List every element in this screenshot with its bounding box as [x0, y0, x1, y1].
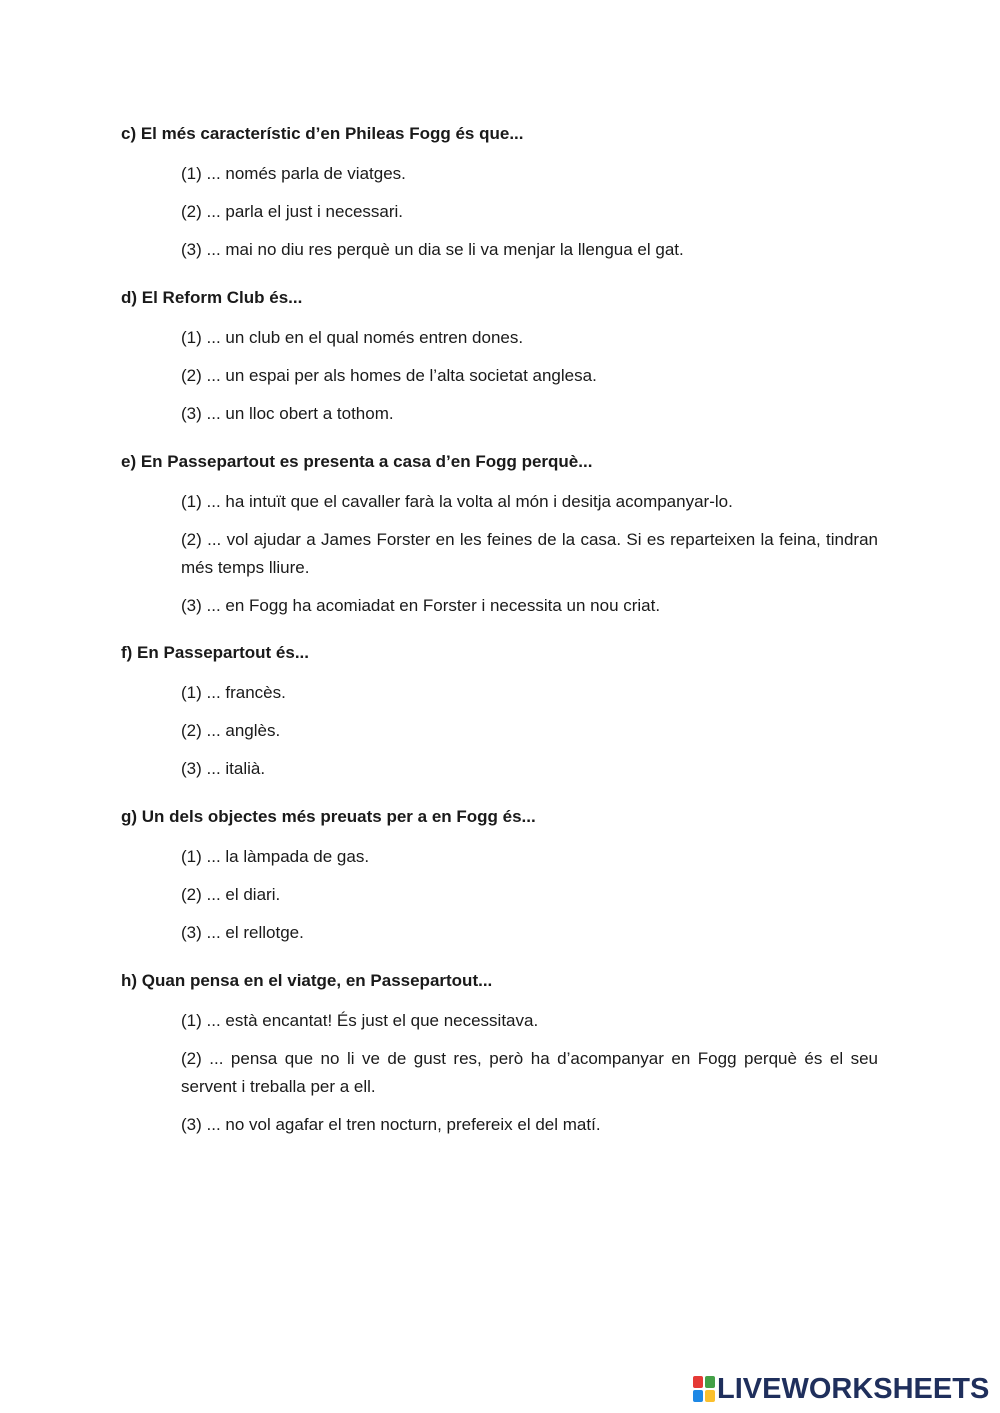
question-g	[121, 806, 881, 957]
question-title: g) Un dels objectes més preuats per a en Fogg és...	[121, 807, 536, 826]
liveworksheets-logo-icon	[693, 1376, 715, 1402]
logo-tile-red	[693, 1376, 703, 1388]
question-title: d) El Reform Club és...	[121, 288, 303, 307]
answer-option[interactable]: (1) ... està encantat! És just el que necessitava.	[181, 1011, 539, 1030]
answer-option[interactable]: (2) ... parla el just i necessari.	[181, 202, 404, 221]
answer-option[interactable]: (3) ... italià.	[181, 759, 266, 778]
answer-option[interactable]: (2) ... anglès.	[181, 721, 281, 740]
question-f	[121, 642, 881, 793]
answer-option[interactable]: (1) ... francès.	[181, 683, 286, 702]
question-h	[121, 970, 881, 1149]
answer-option[interactable]: (2) ... el diari.	[181, 885, 281, 904]
question-e	[121, 451, 881, 630]
logo-tile-blue	[693, 1390, 703, 1402]
answer-option[interactable]: (2) ... pensa que no li ve de gust res, però ha d’acompanyar en Fogg perquè és el seu servent i treballa per a ell.	[181, 1049, 878, 1096]
answer-option[interactable]: (1) ... la làmpada de gas.	[181, 847, 370, 866]
liveworksheets-brand	[693, 1372, 989, 1406]
question-title: c) El més característic d’en Phileas Fogg és que...	[121, 124, 524, 143]
answer-option[interactable]: (3) ... un lloc obert a tothom.	[181, 404, 394, 423]
answer-option[interactable]: (1) ... un club en el qual només entren dones.	[181, 328, 524, 347]
answer-option[interactable]: (3) ... en Fogg ha acomiadat en Forster i necessita un nou criat.	[181, 596, 661, 615]
answer-option[interactable]: (1) ... només parla de viatges.	[181, 164, 406, 183]
brand-name: LIVEWORKSHEETS	[717, 1373, 990, 1405]
question-title: h) Quan pensa en el viatge, en Passepartout...	[121, 971, 493, 990]
logo-tile-green	[705, 1376, 715, 1388]
question-title: e) En Passepartout es presenta a casa d’en Fogg perquè...	[121, 452, 593, 471]
question-title: f) En Passepartout és...	[121, 643, 309, 662]
answer-option[interactable]: (2) ... vol ajudar a James Forster en les feines de la casa. Si es reparteixen la feina, tindran més temps lliure.	[181, 530, 878, 577]
answer-option[interactable]: (3) ... el rellotge.	[181, 923, 304, 942]
answer-option[interactable]: (1) ... ha intuït que el cavaller farà la volta al món i desitja acompanyar-lo.	[181, 492, 733, 511]
question-c	[121, 123, 881, 274]
answer-option[interactable]: (3) ... mai no diu res perquè un dia se li va menjar la llengua el gat.	[181, 240, 684, 259]
answer-option[interactable]: (2) ... un espai per als homes de l’alta societat anglesa.	[181, 366, 597, 385]
answer-option[interactable]: (3) ... no vol agafar el tren nocturn, prefereix el del matí.	[181, 1115, 601, 1134]
question-d	[121, 287, 881, 438]
logo-tile-yellow	[705, 1390, 715, 1402]
